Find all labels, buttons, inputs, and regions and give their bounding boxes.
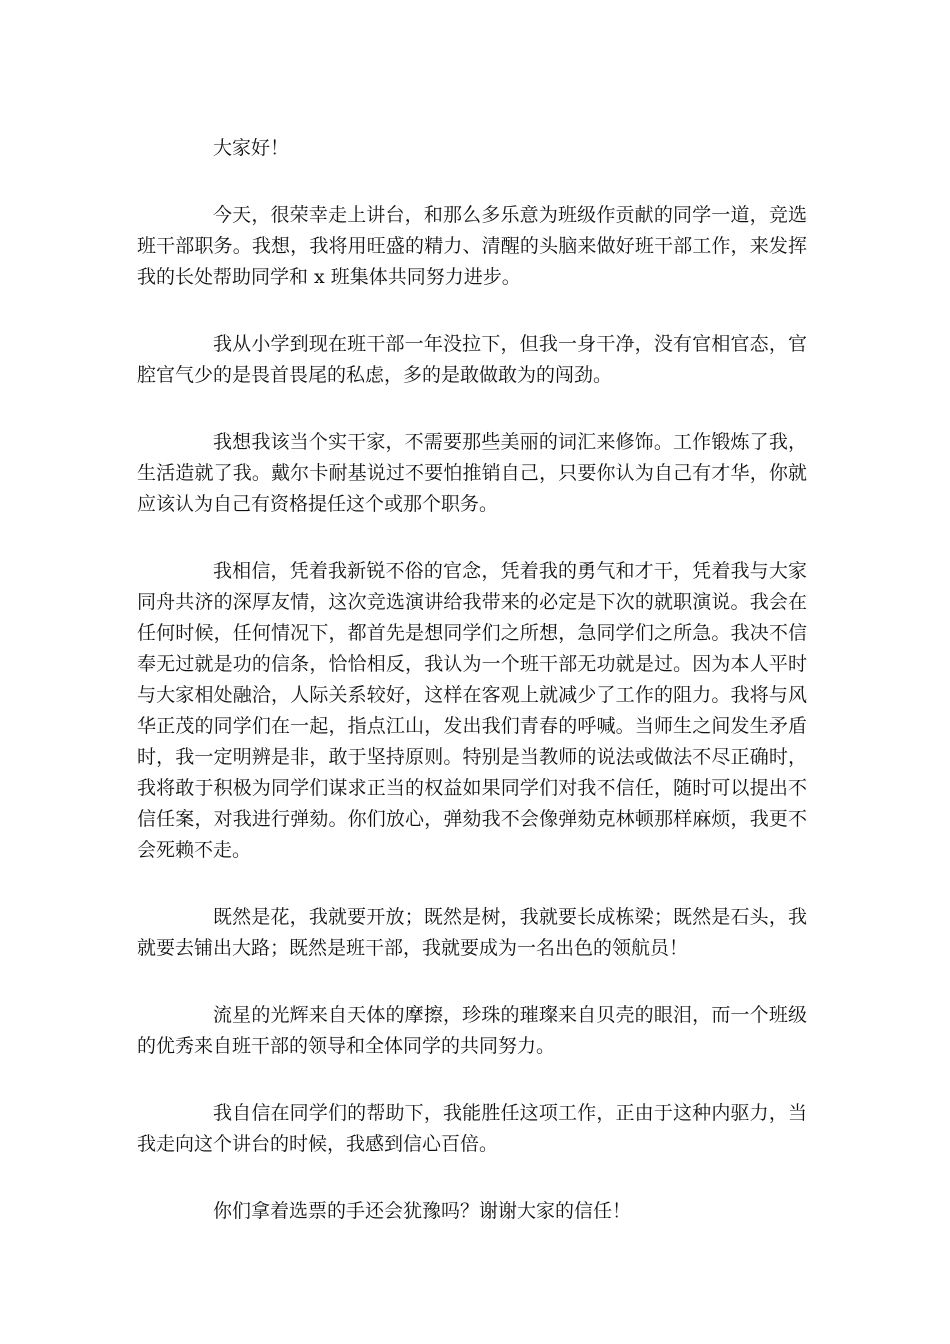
document-body xyxy=(137,133,807,1263)
paragraph-experience: 我从小学到现在班干部一年没拉下，但我一身干净，没有官相官态，官腔官气少的是畏首畏尾的私虑，多的是敢做敢为的闯劲。 xyxy=(137,333,807,386)
paragraph-commitment: 我相信，凭着我新锐不俗的官念，凭着我的勇气和才干，凭着我与大家同舟共济的深厚友情，这次竞选演讲给我带来的必定是下次的就职演说。我会在任何时候，任何情况下，都首先是想同学们之所想，急同学们之所急。我决不信奉无过就是功的信条，恰恰相反，我认为一个班干部无功就是过。因为本人平时与大家相处融洽，人际关系较好，这样在客观上就减少了工作的阻力。我将与风华正茂的同学们在一起，指点江山，发出我们青春的呼喊。当师生之间发生矛盾时，我一定明辨是非，敢于坚持原则。特别是当教师的说法或做法不尽正确时，我将敢于积极为同学们谋求正当的权益如果同学们对我不信任，随时可以提出不信任案，对我进行弹劾。你们放心，弹劾我不会像弹劾克林顿那样麻烦，我更不会死赖不走。 xyxy=(137,560,807,861)
paragraph-practical: 我想我该当个实干家，不需要那些美丽的词汇来修饰。工作锻炼了我，生活造就了我。戴尔卡耐基说过不要怕推销自己，只要你认为自己有才华，你就应该认为自己有资格提任这个或那个职务。 xyxy=(137,431,807,515)
paragraph-closing: 你们拿着选票的手还会犹豫吗？谢谢大家的信任！ xyxy=(213,1200,632,1222)
paragraph-introduction: 今天，很荣幸走上讲台，和那么多乐意为班级作贡献的同学一道，竞选班干部职务。我想，我将用旺盛的精力、清醒的头脑来做好班干部工作，来发挥我的长处帮助同学和 x 班集体共同努力进步。 xyxy=(137,204,807,288)
paragraph-teamwork: 流星的光辉来自天体的摩擦，珍珠的璀璨来自贝壳的眼泪，而一个班级的优秀来自班干部的领导和全体同学的共同努力。 xyxy=(137,1004,807,1057)
paragraph-greeting: 大家好！ xyxy=(213,137,290,159)
paragraph-metaphor: 既然是花，我就要开放；既然是树，我就要长成栋梁；既然是石头，我就要去铺出大路；既然是班干部，我就要成为一名出色的领航员！ xyxy=(137,906,807,959)
paragraph-confidence: 我自信在同学们的帮助下，我能胜任这项工作，正由于这种内驱力，当我走向这个讲台的时候，我感到信心百倍。 xyxy=(137,1102,807,1155)
